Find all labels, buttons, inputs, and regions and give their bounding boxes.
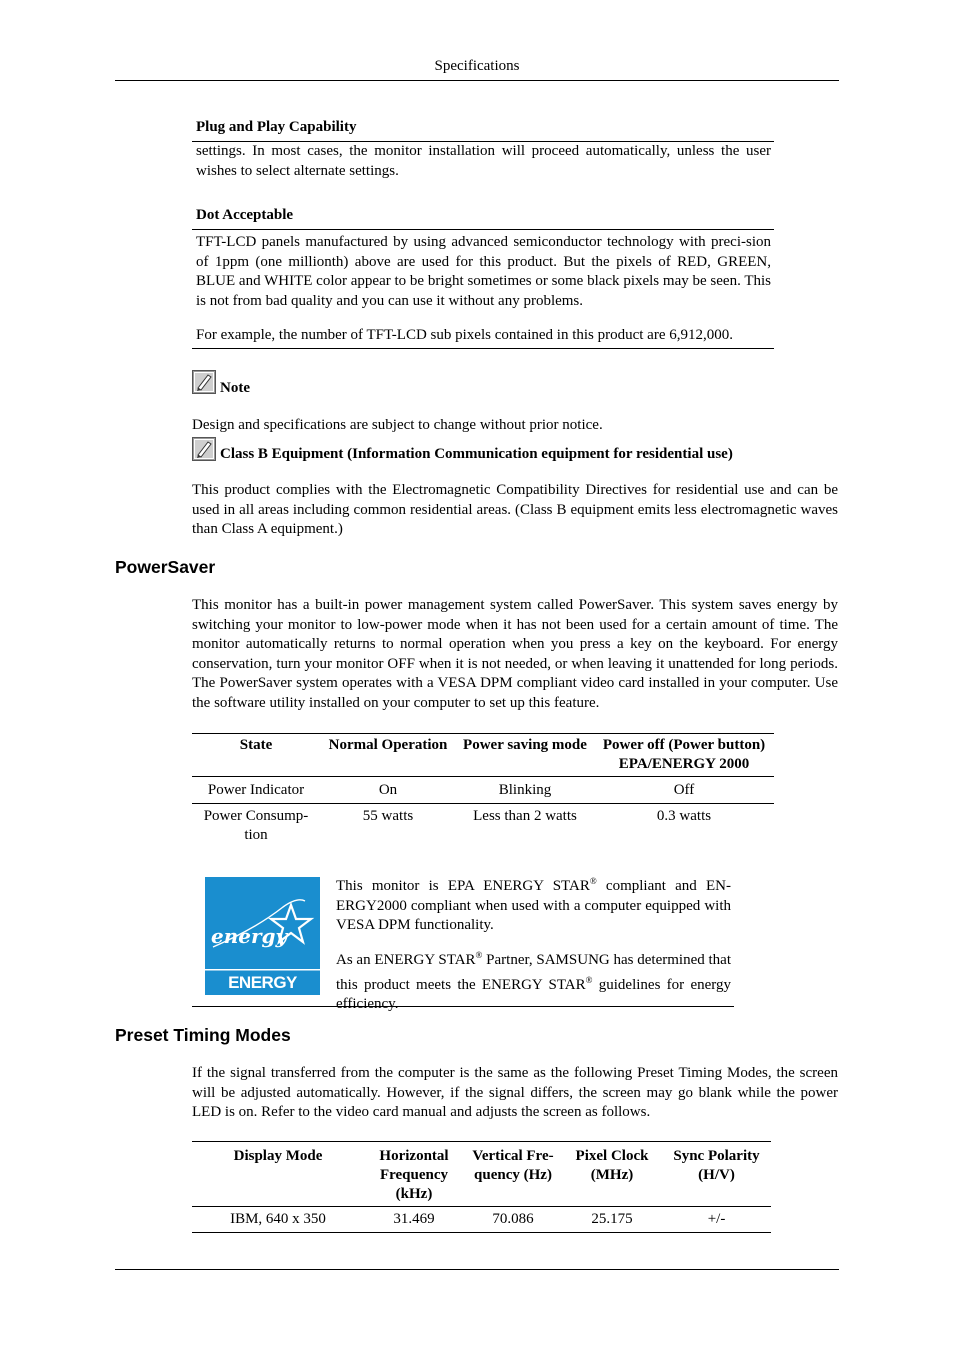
registered-mark: ®: [475, 950, 483, 960]
energy-para2-c: guidelines for energy efficiency.: [336, 976, 731, 1012]
cell-on: On: [378, 781, 398, 798]
header-pixel-clock: [562, 1146, 662, 1206]
header-normal-operation: Normal Operation: [328, 737, 448, 753]
energy-para2-b: Partner, SAMSUNG has determined that this product meets the ENERGY STAR: [336, 952, 731, 993]
energy-star-logo-text: ENERGY STAR: [228, 973, 297, 1012]
header-vertical-line2: quency (Hz): [474, 1167, 552, 1183]
dot-acceptable-bottom-rule: [192, 348, 774, 349]
energy-para2: [336, 946, 731, 1015]
note-icon: [192, 370, 216, 394]
header-rule: [115, 80, 839, 81]
table-row: [192, 803, 774, 851]
header-horizontal-line2: Frequency: [379, 1167, 449, 1183]
cell-power-consumption-line1: Power Consump-: [203, 807, 309, 824]
energy-para1-b: compliant and EN-ERGY2000 compliant when used with a computer equipped with VESA DPM functionality.: [336, 878, 731, 933]
header-power-off-line2: EPA/ENERGY 2000: [618, 756, 750, 772]
dot-acceptable-para1: TFT-LCD panels manufactured by using advanced semiconductor technology with preci-sion of 1ppm (one millionth) above are used for this product. But the pixels of RED, GREEN, BLUE and WHITE color appear to be bright sometimes or some black pixels may be seen. This is not from bad quality and you can use it without any problems.: [196, 234, 771, 309]
energy-star-logo: [205, 877, 320, 1012]
table-row: [192, 1206, 771, 1232]
powersaver-table-top-rule: [192, 733, 774, 734]
cell-55-watts: 55 watts: [362, 807, 414, 824]
header-vertical-line1: Vertical Fre-: [472, 1148, 554, 1164]
note-label: Note: [220, 380, 250, 396]
energy-para1: [336, 872, 731, 936]
header-sync-line1: Sync Polarity: [673, 1148, 760, 1164]
table-header-row: [192, 735, 774, 776]
cell-less-than-2-watts: Less than 2 watts: [473, 807, 577, 824]
header-sync-polarity: [662, 1146, 771, 1206]
cell-horizontal: 31.469: [393, 1210, 435, 1227]
header-horizontal-line3: (kHz): [395, 1186, 433, 1202]
preset-timing-text: If the signal transferred from the computer is the same as the following Preset Timing Modes, the screen will be adjusted automatically. However, if the signal differs, the screen may go blank while the power LED is on. Refer to the video card manual and adjusts the screen as follows.: [192, 1065, 838, 1120]
header-power-saving: Power saving mode: [463, 737, 587, 753]
dot-acceptable-title: Dot Acceptable: [196, 207, 294, 223]
powersaver-heading: PowerSaver: [115, 557, 216, 577]
plug-play-title: Plug and Play Capability: [196, 119, 357, 135]
powersaver-text: This monitor has a built-in power management system called PowerSaver. This system saves energy by switching your monitor to low-power mode when it has not been used for a certain amount of time. The monitor automatically returns to normal operation when you press a key on the keyboard. For energy conservation, turn your monitor OFF when it is not needed, or when leaving it unattended for long periods. The PowerSaver system operates with a VESA DPM compliant video card installed in your computer. Use the software utility installed on your computer to set up this feature.: [192, 597, 838, 711]
header-power-off-line1: Power off (Power button): [602, 737, 766, 753]
cell-sync-polarity: +/-: [707, 1210, 726, 1227]
header-sync-line2: (H/V): [698, 1167, 735, 1183]
cell-blinking: Blinking: [498, 781, 552, 798]
powersaver-table: [192, 735, 774, 851]
cell-vertical: 70.086: [492, 1210, 534, 1227]
plug-play-text: settings. In most cases, the monitor installation will proceed automatically, unless the user wishes to select alternate settings.: [196, 143, 771, 179]
table-row: [192, 776, 774, 803]
cell-power-indicator: Power Indicator: [207, 781, 305, 798]
class-b-label: Class B Equipment (Information Communication equipment for residential use): [220, 446, 733, 462]
page-header-title: Specifications: [434, 58, 520, 74]
table-header-row: [192, 1146, 771, 1206]
dot-acceptable-rule: [192, 229, 774, 230]
header-horizontal-line1: Horizontal: [379, 1148, 449, 1164]
header-display-mode: Display Mode: [233, 1148, 323, 1164]
cell-pixel-clock: 25.175: [591, 1210, 633, 1227]
header-horizontal-frequency: [364, 1146, 464, 1206]
dot-acceptable-para2: For example, the number of TFT-LCD sub pixels contained in this product are 6,912,000.: [196, 327, 733, 343]
cell-power-consumption-line2: tion: [244, 826, 268, 843]
header-pixel-line1: Pixel Clock: [575, 1148, 649, 1164]
energy-para1-a: This monitor is EPA ENERGY STAR: [336, 878, 590, 894]
header-state: State: [239, 737, 273, 753]
header-power-off: [594, 735, 774, 776]
header-pixel-line2: (MHz): [590, 1167, 634, 1183]
energy-block-rule: [192, 1006, 734, 1007]
cell-display-mode: IBM, 640 x 350: [230, 1210, 326, 1227]
preset-timing-table: [192, 1146, 771, 1233]
cell-power-consumption: [192, 803, 320, 851]
energy-script-text: energy: [211, 924, 288, 948]
note-text: Design and specifications are subject to change without prior notice.: [192, 417, 603, 433]
cell-0-3-watts: 0.3 watts: [656, 807, 712, 824]
preset-table-top-rule: [192, 1141, 771, 1142]
note-icon: [192, 437, 216, 461]
class-b-text: This product complies with the Electromagnetic Compatibility Directives for residential use and can be used in all areas including common residential areas. (Class B equipment emits less electromagnetic waves than Class A equipment.): [192, 482, 838, 537]
energy-para2-a: As an ENERGY STAR: [336, 952, 476, 968]
preset-timing-heading: Preset Timing Modes: [115, 1025, 291, 1045]
header-vertical-frequency: [464, 1146, 562, 1206]
footer-rule: [115, 1269, 839, 1270]
cell-off: Off: [673, 781, 695, 798]
registered-mark: ®: [585, 974, 593, 985]
registered-mark: ®: [589, 876, 597, 886]
